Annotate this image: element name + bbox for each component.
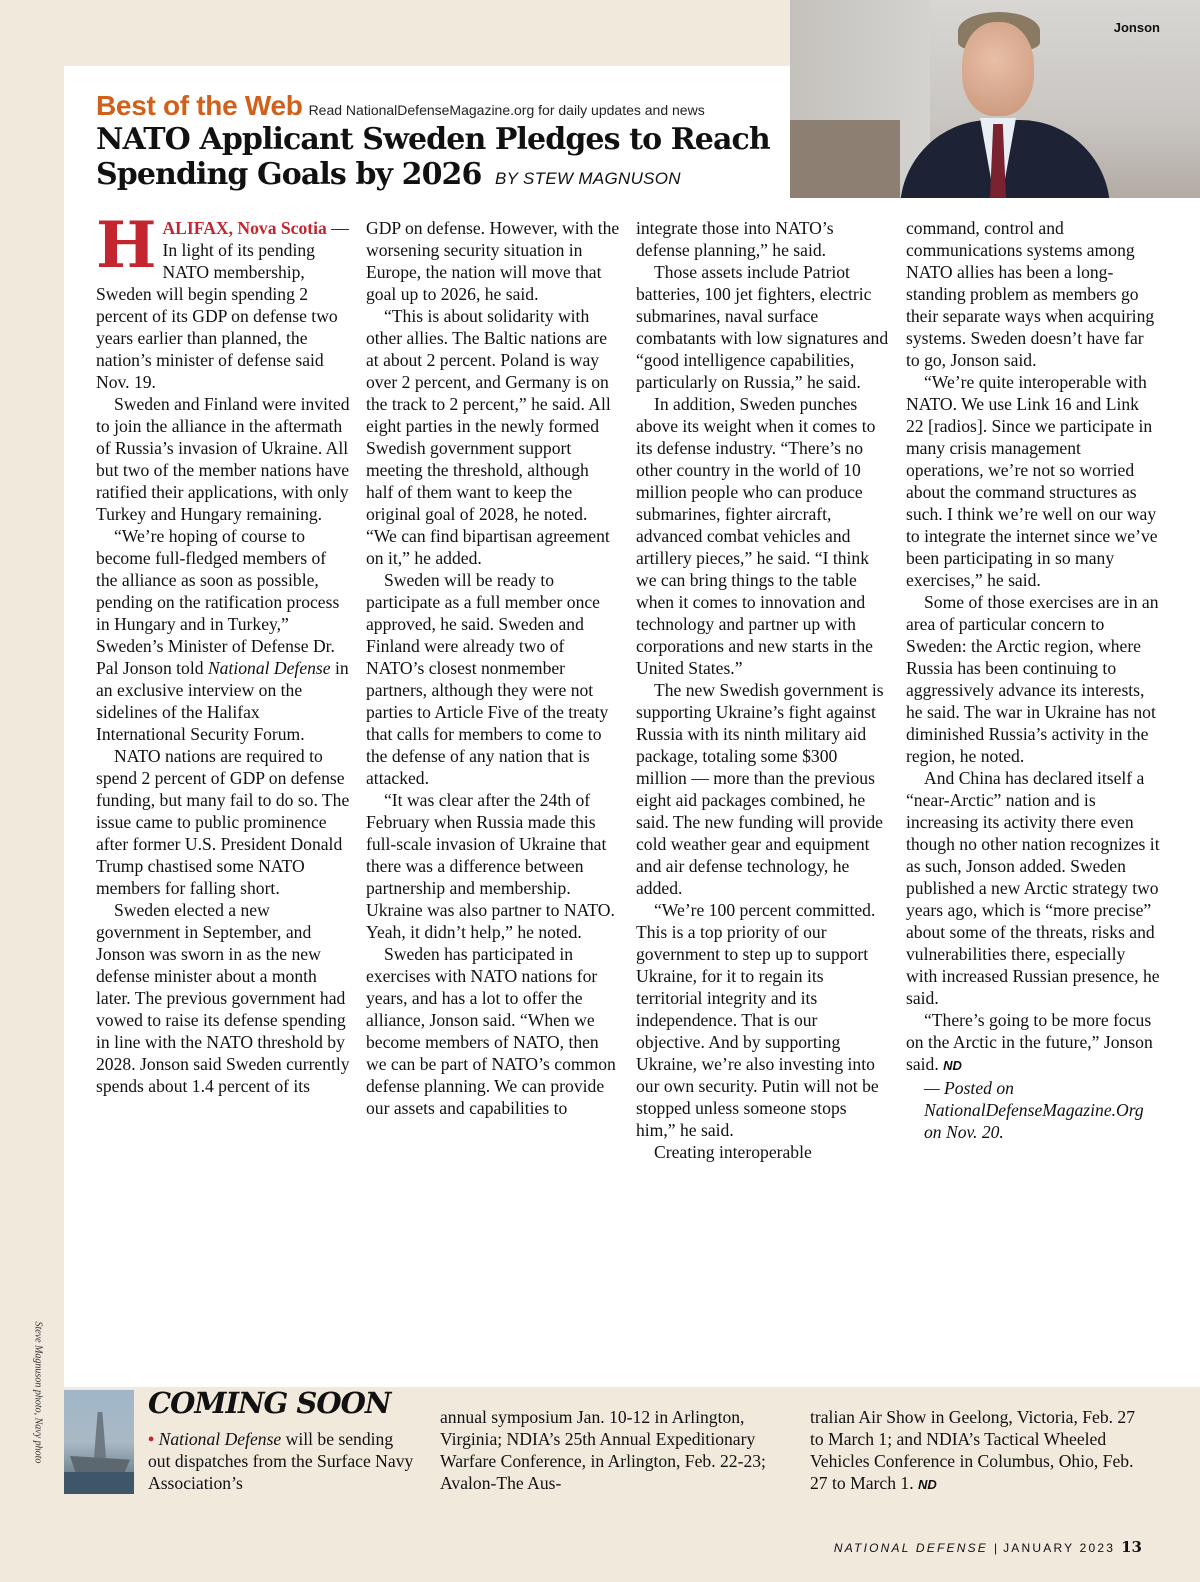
footer-separator: | [993, 1541, 998, 1555]
publication-name: National Defense [158, 1429, 282, 1449]
paragraph-text: “There’s going to be more focus on the Arctic in the future,” Jonson said. [906, 1010, 1153, 1074]
coming-soon-paragraph: annual symposium Jan. 10-12 in Arlington, Virginia; NDIA’s 25th Annual Expeditionary Warfare Conference, in Arlington, Feb. 22-23; Avalon-The Aus- [440, 1407, 766, 1493]
footer-publication: NATIONAL DEFENSE [833, 1541, 988, 1555]
photo-caption-name: Jonson [1113, 20, 1160, 35]
headline [96, 122, 786, 196]
article-paragraph: integrate those into NATO’s defense planning,” he said. [636, 218, 834, 260]
article-paragraph: command, control and communications systems among NATO allies has been a long-standing problem as members go their separate ways when acquiring systems. Sweden doesn’t have far to go, Jonson said. [906, 218, 1155, 370]
coming-soon-paragraph [148, 1428, 414, 1494]
article-column-2 [366, 217, 620, 1119]
paragraph-text: in an exclusive interview on the sidelines of the Halifax International Security Forum. [96, 658, 349, 744]
footer-issue-date: JANUARY 2023 [1003, 1541, 1116, 1555]
article-paragraph [906, 1009, 1160, 1077]
section-kicker [96, 90, 705, 122]
article-paragraph: “We’re quite interoperable with NATO. We use Link 16 and Link 22 [radios]. Since we participate in many crisis management operations, we’re not so worried about the command structures as such. I think we’re well on our way to integrate the internet since we’ve been participating in so many exercises,” he said. [906, 372, 1158, 590]
paragraph-text: will be sending out dispatches from the Surface Navy Association’s [148, 1429, 414, 1493]
article-paragraph: Sweden has participated in exercises with NATO nations for years, and has a lot to offer the alliance, Jonson said. “When we become members of NATO, then we can be part of NATO’s common defense planning. We can provide our assets and capabilities to [366, 944, 616, 1118]
article-paragraph: And China has declared itself a “near-Arctic” nation and is increasing its activity there even though no other nation recognizes it as such, Jonson added. Sweden published a new Arctic strategy two years ago, which is “more precise” about some of the threats, risks and vulnerabilities there, especially with increased Russian presence, he said. [906, 768, 1160, 1008]
coming-soon-title: COMING SOON [148, 1386, 391, 1420]
end-mark: ND [943, 1058, 962, 1073]
bullet-icon: • [148, 1429, 155, 1449]
article-paragraph: “This is about solidarity with other allies. The Baltic nations are at about 2 percent. Poland is way over 2 percent, and Germany is on the track to 2 percent,” he said. All eight parties in the newly formed Swedish government support meeting the threshold, although half of them want to keep the original goal of 2028, he noted. “We can find bipartisan agreement on it,” he added. [366, 306, 611, 568]
article-paragraph: GDP on defense. However, with the worsening security situation in Europe, the nation will move that goal up to 2026, he said. [366, 218, 620, 304]
article-paragraph: In addition, Sweden punches above its weight when it comes to its defense industry. “There’s no other country in the world of 10 million people who can produce submarines, fighter aircraft, advanced combat vehicles and artillery pieces,” he said. “I think we can bring things to the table when it comes to innovation and technology and partner up with corporations and new starts in the United States.” [636, 394, 876, 678]
headline-title: NATO Applicant Sweden Pledges to Reach Spending Goals by 2026 [96, 122, 770, 192]
article-paragraph [96, 208, 350, 393]
article-column-4 [906, 217, 1160, 1143]
dateline: ALIFAX, Nova Scotia [162, 218, 327, 238]
page-number: 13 [1121, 1538, 1142, 1556]
article-paragraph: Those assets include Patriot batteries, 100 jet fighters, electric submarines, naval surface combatants with low signatures and “good intelligence capabilities, particularly on Russia,” he said. [636, 262, 889, 392]
article-paragraph: The new Swedish government is supporting Ukraine’s fight against Russia with its ninth military aid package, totaling some $300 million — more than the previous eight aid packages combined, he said. The new funding will provide cold weather gear and equipment and air defense technology, he added. [636, 680, 884, 898]
end-mark: ND [918, 1477, 937, 1492]
drop-cap: H [96, 208, 157, 283]
kicker-label: Best of the Web [96, 90, 303, 121]
article-paragraph: Some of those exercises are in an area of particular concern to Sweden: the Arctic region, where Russia has been continuing to aggressively advance its interests, he said. The war in Ukraine has not diminished Russia’s activity in the region, he noted. [906, 592, 1159, 766]
article-paragraph: Sweden elected a new government in September, and Jonson was sworn in as the new defense minister about a month later. The previous government had vowed to raise its defense spending in line with the NATO threshold by 2028. Jonson said Sweden currently spends about 1.4 percent of its [96, 900, 350, 1096]
photo-credit-text: Steve Magnuson photo, Navy photo [32, 1321, 44, 1464]
navy-ship-photo [64, 1390, 134, 1494]
byline: BY STEW MAGNUSON [495, 169, 681, 188]
coming-soon-column-3 [810, 1406, 1150, 1496]
coming-soon-column-2 [440, 1406, 785, 1494]
paragraph-text: “We’re hoping of course to become full-fledged members of the alliance as soon as possible, pending on the ratification process in Hungary and in Turkey,” Sweden’s Minister of Defense Dr. Pal Jonson told [96, 526, 340, 678]
article-paragraph: Sweden and Finland were invited to join the alliance in the aftermath of Russia’s invasion of Ukraine. All but two of the member nations have ratified their applications, with only Turkey and Hungary remaining. [96, 394, 350, 524]
article-paragraph: NATO nations are required to spend 2 percent of GDP on defense funding, but many fail to do so. The issue came to public prominence after former U.S. President Donald Trump chastised some NATO members for falling short. [96, 746, 350, 898]
article-column-1 [96, 208, 350, 1097]
article-paragraph: Creating interoperable [654, 1142, 812, 1162]
article-paragraph [96, 525, 350, 745]
coming-soon-paragraph [810, 1406, 1150, 1496]
paragraph-text: — In light of its pending NATO membership, Sweden will begin spending 2 percent of its GDP on defense two years earlier than planned, the nation’s minister of defense said Nov. 19. [96, 218, 349, 392]
article-paragraph: Sweden will be ready to participate as a full member once approved, he said. Sweden and Finland were already two of NATO’s closest nonmember partners, although they were not parties to Article Five of the treaty that calls for members to come to the defense of any nation that is attacked. [366, 570, 609, 788]
page-footer [834, 1538, 1142, 1556]
kicker-note: Read NationalDefenseMagazine.org for daily updates and news [308, 102, 705, 118]
posted-note: — Posted on NationalDefenseMagazine.Org on Nov. 20. [924, 1078, 1144, 1142]
article-column-3 [636, 217, 890, 1163]
article-paragraph: “We’re 100 percent committed. This is a top priority of our government to step up to support Ukraine, for it to regain its territorial integrity and its independence. That is our objective. And by supporting Ukraine, we’re also investing into our own security. Putin will not be stopped unless someone stops him,” he said. [636, 900, 879, 1140]
publication-name: National Defense [207, 658, 331, 678]
paragraph-text: tralian Air Show in Geelong, Victoria, Feb. 27 to March 1; and NDIA’s Tactical Wheeled Vehicles Conference in Columbus, Ohio, Feb. 27 to March 1. [810, 1407, 1136, 1493]
coming-soon-column-1 [148, 1428, 414, 1494]
article-paragraph: “It was clear after the 24th of February when Russia made this full-scale invasion of Ukraine that there was a difference between partnership and membership. Ukraine was also partner to NATO. Yeah, it didn’t help,” he noted. [366, 790, 615, 942]
photo-credit [28, 1321, 44, 1476]
